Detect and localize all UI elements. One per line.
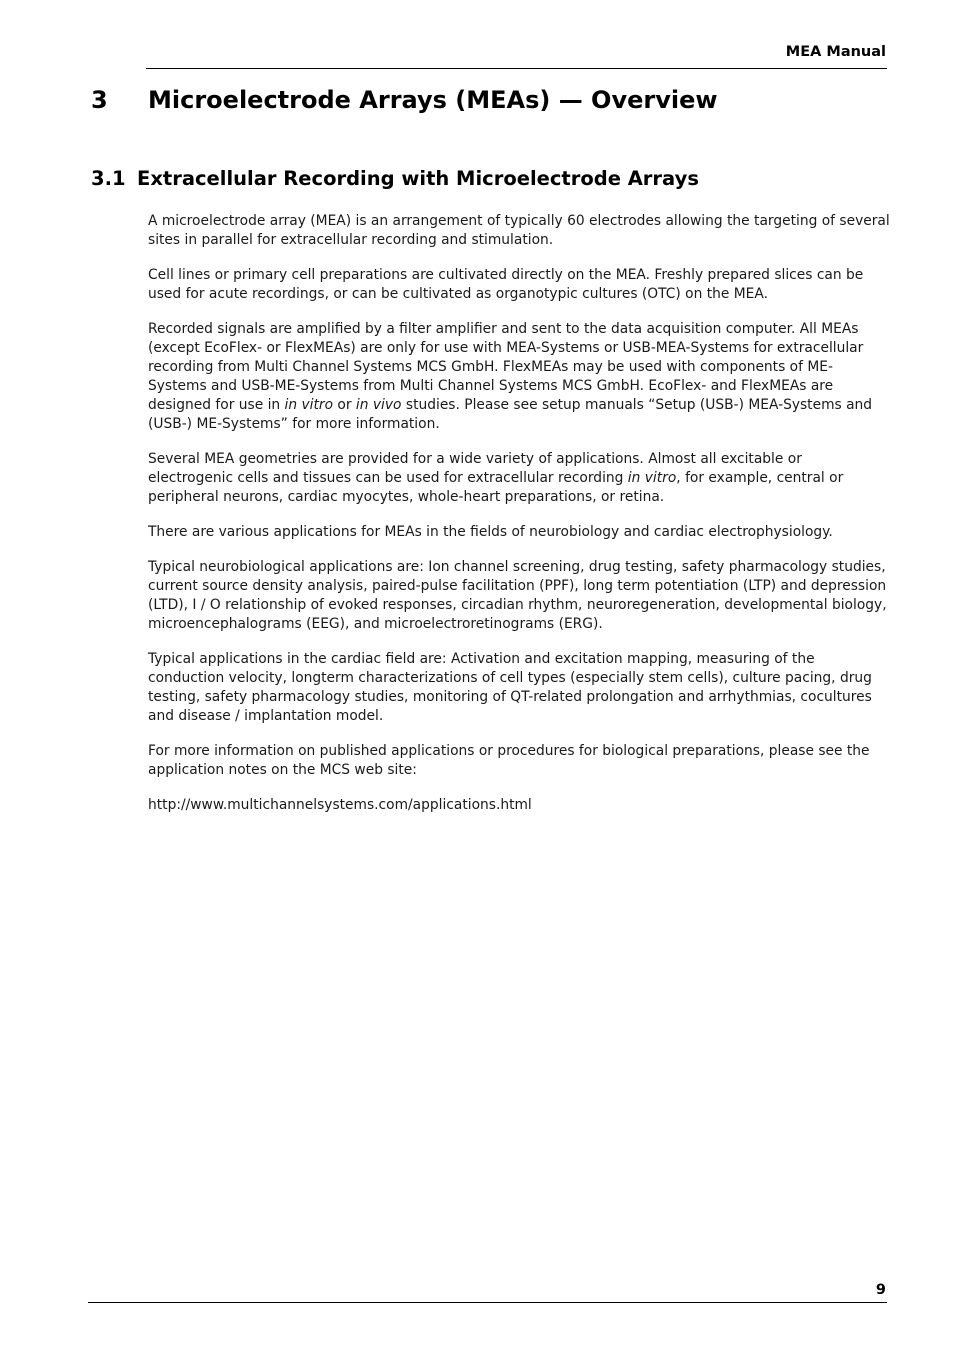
section-title: Extracellular Recording with Microelectrode Arrays [137, 167, 699, 190]
emphasis-in-vitro: in vitro [284, 397, 334, 413]
applications-link[interactable]: http://www.multichannelsystems.com/applications.html [148, 797, 532, 813]
paragraph-url [148, 796, 890, 815]
paragraph-mea-definition: A microelectrode array (MEA) is an arrangement of typically 60 electrodes allowing the targeting of several sites in parallel for extracellular recording and stimulation. [148, 213, 890, 248]
paragraph-more-information: For more information on published applications or procedures for biological preparations, please see the application notes on the MCS web site: [148, 743, 870, 778]
text-segment: , for example, central or peripheral neurons, cardiac myocytes, whole-heart preparations, or retina. [148, 470, 844, 505]
section-number: 3.1 [91, 167, 126, 190]
paragraph-application-fields: There are various applications for MEAs in the fields of neurobiology and cardiac electrophysiology. [148, 524, 833, 540]
section-heading [91, 167, 699, 190]
footer-divider [88, 1302, 887, 1303]
chapter-number: 3 [91, 86, 108, 114]
text-segment: studies. Please see setup manuals “Setup (USB-) MEA-Systems and (USB-) ME-Systems” for more information. [148, 397, 873, 432]
header-divider [146, 68, 887, 69]
paragraph-cell-preparations: Cell lines or primary cell preparations are cultivated directly on the MEA. Freshly prepared slices can be used for acute recordings, or can be cultivated as organotypic cultures (OTC) on the MEA. [148, 267, 864, 302]
emphasis-in-vivo: in vivo [355, 397, 402, 413]
paragraph-mea-geometries [148, 450, 890, 507]
paragraph-signal-amplification [148, 320, 890, 434]
paragraph-neurobiological-applications: Typical neurobiological applications are: Ion channel screening, drug testing, safety pharmacology studies, current source density analysis, paired-pulse facilitation (PPF), long term potentiation (LTP) and depression (LTD), I / O relationship of evoked responses, circadian rhythm, neuroregeneration, developmental biology, microencephalograms (EEG), and microelectroretinograms (ERG). [148, 559, 887, 632]
running-header-title: MEA Manual [785, 44, 886, 60]
emphasis-in-vitro: in vitro [627, 470, 677, 486]
paragraph-cardiac-applications: Typical applications in the cardiac field are: Activation and excitation mapping, measuring of the conduction velocity, longterm characterizations of cell types (especially stem cells), culture pacing, drug testing, safety pharmacology studies, monitoring of QT-related prolongation and arrhythmias, cocultures and disease / implantation model. [148, 651, 872, 724]
text-segment: Recorded signals are amplified by a filter amplifier and sent to the data acquisition computer. All MEAs (except EcoFlex- or FlexMEAs) are only for use with MEA-Systems or USB-MEA-Systems for extracellular recording from Multi Channel Systems MCS GmbH. FlexMEAs may be used with components of ME-Systems and USB-ME-Systems from Multi Channel Systems MCS GmbH. EcoFlex- and FlexMEAs are designed for use in [148, 321, 864, 413]
body-text [148, 212, 890, 815]
text-segment: Several MEA geometries are provided for a wide variety of applications. Almost all excitable or electrogenic cells and tissues can be used for extracellular recording [148, 451, 802, 486]
chapter-title: Microelectrode Arrays (MEAs) — Overview [148, 86, 718, 114]
text-segment: or [333, 397, 356, 413]
chapter-heading [91, 86, 718, 114]
page-number: 9 [875, 1282, 886, 1298]
